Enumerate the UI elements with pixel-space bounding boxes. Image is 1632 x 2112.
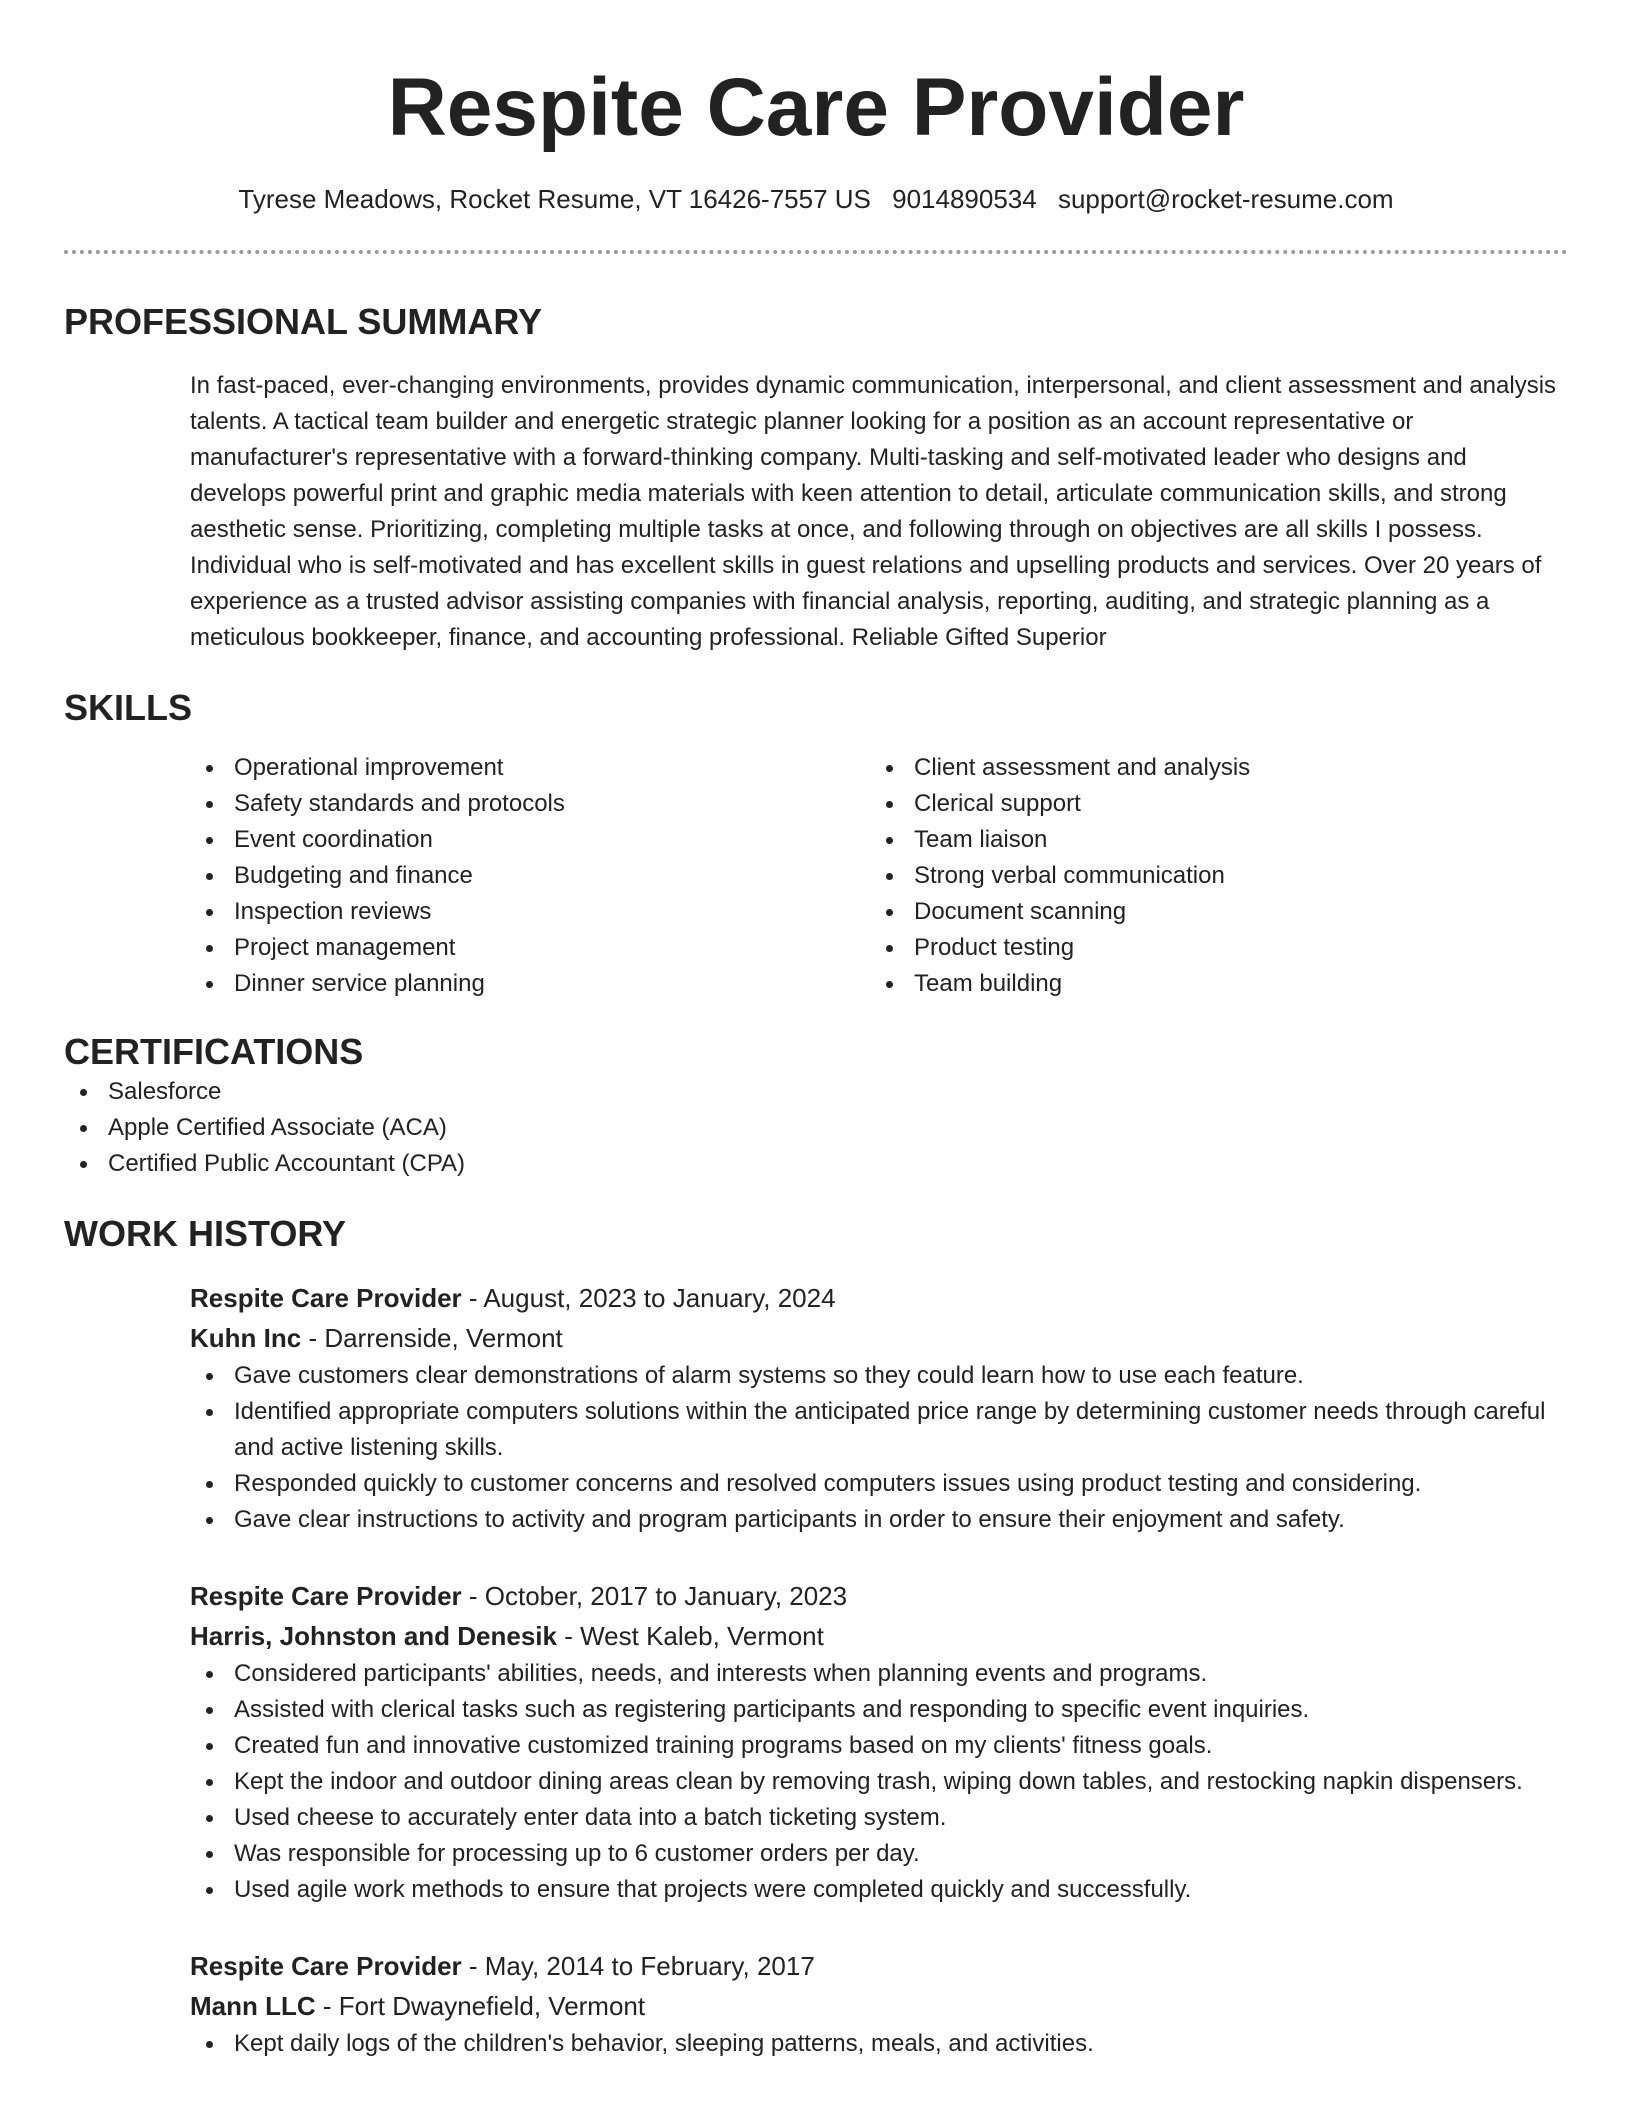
skill-item: Product testing <box>870 930 1550 966</box>
job-dates: - August, 2023 to January, 2024 <box>461 1283 836 1313</box>
job-location: - Fort Dwaynefield, Vermont <box>315 1991 646 2021</box>
job-bullet: Kept the indoor and outdoor dining areas clean by removing trash, wiping down tables, and restocking napkin dispensers. <box>190 1764 1568 1800</box>
job-bullet: Used agile work methods to ensure that projects were completed quickly and successfully. <box>190 1872 1568 1908</box>
contact-email: support@rocket-resume.com <box>1057 184 1394 214</box>
job-role: Respite Care Provider <box>190 1951 462 1981</box>
contact-phone: 9014890534 <box>892 184 1037 214</box>
skills-grid <box>190 750 1568 1002</box>
skill-item: Client assessment and analysis <box>870 750 1550 786</box>
job-bullet: Created fun and innovative customized training programs based on my clients' fitness goals. <box>190 1728 1568 1764</box>
skill-item: Team liaison <box>870 822 1550 858</box>
contact-address: Tyrese Meadows, Rocket Resume, VT 16426-7557 US <box>238 184 871 214</box>
job-entry <box>190 1946 1568 2062</box>
job-role-line <box>190 1576 1568 1616</box>
job-role-line <box>190 1946 1568 1986</box>
certification-item: Certified Public Accountant (CPA) <box>64 1146 1568 1182</box>
job-bullet: Responded quickly to customer concerns and resolved computers issues using product testing and considering. <box>190 1466 1568 1502</box>
skill-item: Clerical support <box>870 786 1550 822</box>
job-location: - West Kaleb, Vermont <box>556 1621 824 1651</box>
summary-text: In fast-paced, ever-changing environments, provides dynamic communication, interpersonal, and client assessment and analysis talents. A tactical team builder and energetic strategic planner looking for a position as an account representative or manufacturer's representative with a forward-thinking company. Multi-tasking and self-motivated leader who designs and develops powerful print and graphic media materials with keen attention to detail, articulate communication skills, and strong aesthetic sense. Prioritizing, completing multiple tasks at once, and following through on objectives are all skills I possess. Individual who is self-motivated and has excellent skills in guest relations and upselling products and services. Over 20 years of experience as a trusted advisor assisting companies with financial analysis, reporting, auditing, and strategic planning as a meticulous bookkeeper, finance, and accounting professional. Reliable Gifted Superior <box>190 372 1557 651</box>
job-company: Mann LLC <box>190 1991 316 2021</box>
contact-line <box>64 182 1568 216</box>
skill-item: Strong verbal communication <box>870 858 1550 894</box>
job-entry <box>190 1576 1568 1908</box>
job-bullet: Assisted with clerical tasks such as registering participants and responding to specific event inquiries. <box>190 1692 1568 1728</box>
skill-item: Budgeting and finance <box>190 858 870 894</box>
skill-item: Team building <box>870 966 1550 1002</box>
skill-item: Inspection reviews <box>190 894 870 930</box>
section-title-certifications: CERTIFICATIONS <box>64 1031 364 1072</box>
job-company-line <box>190 1318 1568 1358</box>
skill-item: Document scanning <box>870 894 1550 930</box>
certifications-list <box>64 1074 1568 1182</box>
skill-item: Event coordination <box>190 822 870 858</box>
job-bullets <box>190 2026 1568 2062</box>
job-company-line <box>190 1986 1568 2026</box>
job-location: - Darrenside, Vermont <box>301 1323 563 1353</box>
job-bullet: Used cheese to accurately enter data into a batch ticketing system. <box>190 1800 1568 1836</box>
job-role-line <box>190 1278 1568 1318</box>
section-title-work-history: WORK HISTORY <box>64 1213 347 1254</box>
job-bullet: Gave clear instructions to activity and program participants in order to ensure their enjoyment and safety. <box>190 1502 1568 1538</box>
certification-item: Apple Certified Associate (ACA) <box>64 1110 1568 1146</box>
section-title-skills: SKILLS <box>64 687 193 728</box>
job-bullets <box>190 1358 1568 1538</box>
job-bullets <box>190 1656 1568 1908</box>
skill-item: Dinner service planning <box>190 966 870 1002</box>
job-dates: - October, 2017 to January, 2023 <box>461 1581 848 1611</box>
job-company-line <box>190 1616 1568 1656</box>
job-entry <box>190 1278 1568 1538</box>
job-dates: - May, 2014 to February, 2017 <box>461 1951 815 1981</box>
skill-item: Operational improvement <box>190 750 870 786</box>
header-divider <box>64 250 1568 254</box>
skills-list-left <box>190 750 870 1002</box>
job-bullet: Gave customers clear demonstrations of alarm systems so they could learn how to use each feature. <box>190 1358 1568 1394</box>
certification-item: Salesforce <box>64 1074 1568 1110</box>
skill-item: Project management <box>190 930 870 966</box>
skills-list-right <box>870 750 1550 1002</box>
job-company: Harris, Johnston and Denesik <box>190 1621 557 1651</box>
section-title-summary: PROFESSIONAL SUMMARY <box>64 301 543 342</box>
page-title: Respite Care Provider <box>387 62 1245 153</box>
job-company: Kuhn Inc <box>190 1323 302 1353</box>
job-role: Respite Care Provider <box>190 1581 462 1611</box>
job-bullet: Was responsible for processing up to 6 customer orders per day. <box>190 1836 1568 1872</box>
job-bullet: Identified appropriate computers solutions within the anticipated price range by determining customer needs through careful and active listening skills. <box>190 1394 1568 1466</box>
skill-item: Safety standards and protocols <box>190 786 870 822</box>
job-bullet: Considered participants' abilities, needs, and interests when planning events and programs. <box>190 1656 1568 1692</box>
job-role: Respite Care Provider <box>190 1283 462 1313</box>
job-bullet: Kept daily logs of the children's behavior, sleeping patterns, meals, and activities. <box>190 2026 1568 2062</box>
